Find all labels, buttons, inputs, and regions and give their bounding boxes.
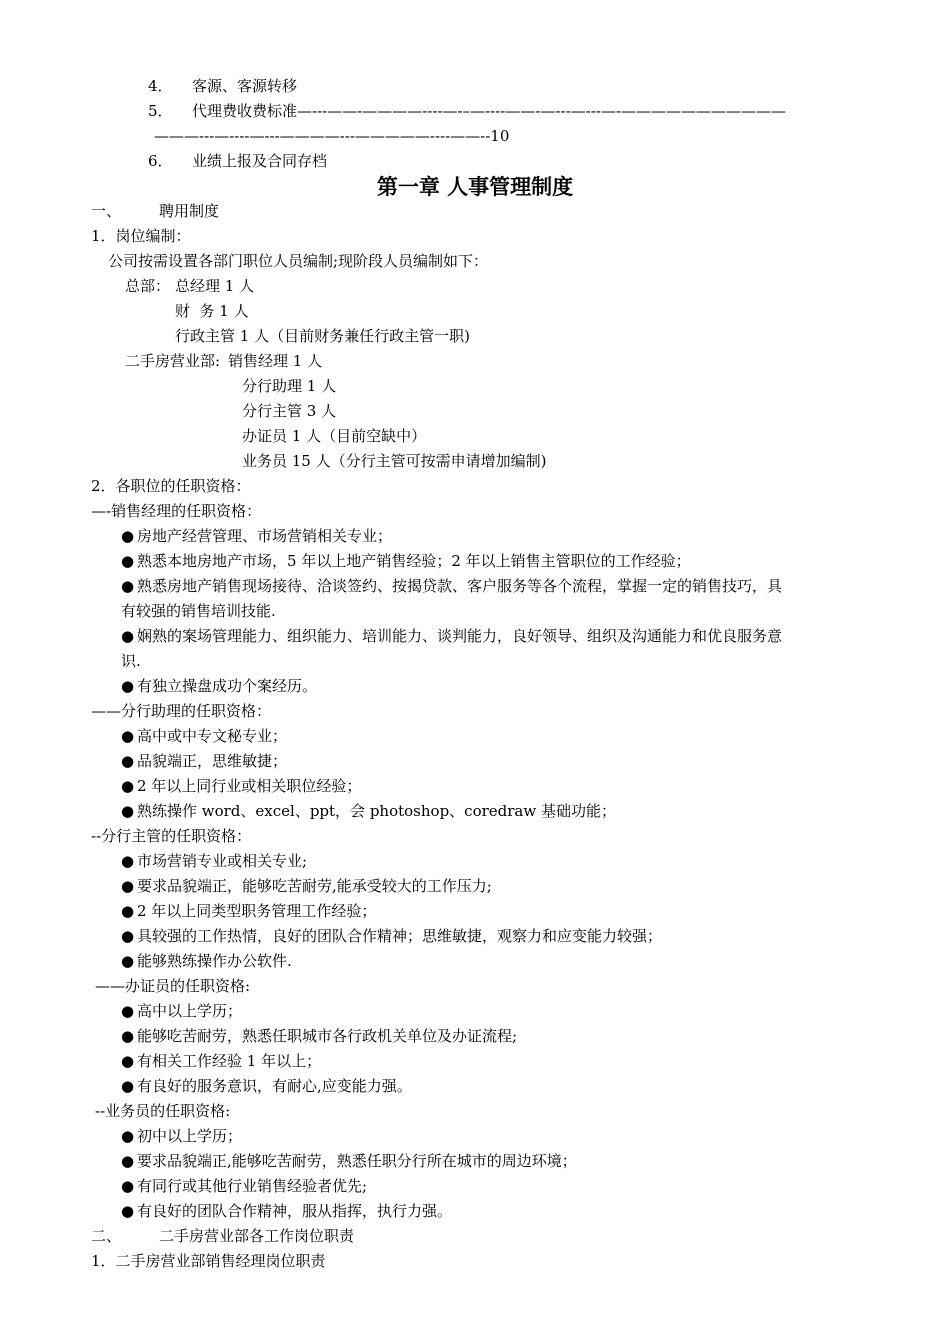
toc-number: 5． <box>148 102 173 120</box>
bullet-item: ● 房地产经营管理、市场营销相关专业； <box>121 527 393 545</box>
bullet-icon: ● <box>121 1002 135 1020</box>
bullet-icon: ● <box>121 527 135 545</box>
section-number: 一、 <box>91 202 122 220</box>
bullet-icon: ● <box>121 927 135 945</box>
section-title: 聘用制度 <box>159 202 220 220</box>
staffing-line: 财 务 1 人 <box>175 302 249 320</box>
toc-text: 业绩上报及合同存档 <box>192 152 328 170</box>
bullet-item: ● 要求品貌端正,能够吃苦耐劳，熟悉任职分行所在城市的周边环境； <box>121 1152 577 1170</box>
role-title: ——分行助理的任职资格： <box>91 702 272 720</box>
toc-item <box>148 150 327 172</box>
bullet-icon: ● <box>121 577 135 595</box>
bullet-icon: ● <box>121 802 135 820</box>
bullet-item: ● 要求品貌端正，能够吃苦耐劳,能承受较大的工作压力; <box>121 877 492 895</box>
bullet-icon: ● <box>121 1127 135 1145</box>
toc-text: 客源、客源转移 <box>192 77 298 95</box>
bullet-item: ● 熟练操作 word、excel、ppt，会 photoshop、coredraw 基础功能； <box>121 802 616 820</box>
bullet-icon: ● <box>121 777 135 795</box>
role-title: —-销售经理的任职资格： <box>91 502 262 520</box>
staffing-line: 分行助理 1 人 <box>242 377 337 395</box>
bullet-item: ● 娴熟的案场管理能力、组织能力、培训能力、谈判能力，良好领导、组织及沟通能力和优良服务意 <box>121 627 783 645</box>
bullet-item: ● 高中以上学历； <box>121 1002 243 1020</box>
paragraph: 公司按需设置各部门职位人员编制;现阶段人员编制如下： <box>108 252 489 270</box>
staffing-line: 总经理 1 人 <box>175 277 255 295</box>
bullet-icon: ● <box>121 727 135 745</box>
bullet-continuation: 识. <box>121 652 141 670</box>
bullet-item: ● 能够吃苦耐劳，熟悉任职城市各行政机关单位及办证流程; <box>121 1027 518 1045</box>
bullet-item: ● 熟悉本地房地产市场，5 年以上地产销售经验；2 年以上销售主管职位的工作经验； <box>121 552 691 570</box>
staffing-line: 办证员 1 人（目前空缺中） <box>242 427 427 445</box>
bullet-icon: ● <box>121 1027 135 1045</box>
bullet-item: ● 2 年以上同行业或相关职位经验； <box>121 777 362 795</box>
staffing-line: 业务员 15 人（分行主管可按需申请增加编制) <box>242 452 547 470</box>
bullet-item: ● 有相关工作经验 1 年以上； <box>121 1052 322 1070</box>
bullet-item: ● 有良好的服务意识，有耐心,应变能力强。 <box>121 1077 412 1095</box>
bullet-item: ● 2 年以上同类型职务管理工作经验； <box>121 902 377 920</box>
item-heading: 1．二手房营业部销售经理岗位职责 <box>91 1252 326 1270</box>
bullet-icon: ● <box>121 1177 135 1195</box>
section-heading <box>91 1225 354 1247</box>
bullet-item: ● 有独立操盘成功个案经历。 <box>121 677 318 695</box>
section-heading <box>91 200 219 222</box>
bullet-icon: ● <box>121 677 135 695</box>
section-number: 二、 <box>91 1227 122 1245</box>
bullet-icon: ● <box>121 552 135 570</box>
bullet-icon: ● <box>121 1077 135 1095</box>
toc-text: 代理费收费标准—---——-————----—-–—----——-—---—---—-——————————— <box>192 102 786 120</box>
bullet-item: ● 能够熟练操作办公软件. <box>121 952 292 970</box>
role-title: ——办证员的任职资格: <box>95 977 251 995</box>
staffing-line: 销售经理 1 人 <box>228 352 323 370</box>
bullet-icon: ● <box>121 952 135 970</box>
item-heading: 1．岗位编制： <box>91 227 191 245</box>
bullet-icon: ● <box>121 752 135 770</box>
section-title: 二手房营业部各工作岗位职责 <box>159 1227 355 1245</box>
bullet-icon: ● <box>121 902 135 920</box>
bullet-continuation: 有较强的销售培训技能. <box>121 602 276 620</box>
toc-text: ———---—----—---————---—————----——--10 <box>154 127 510 145</box>
staffing-line: 分行主管 3 人 <box>242 402 337 420</box>
hq-label: 总部： <box>125 277 171 295</box>
bullet-icon: ● <box>121 627 135 645</box>
staffing-line: 行政主管 1 人（目前财务兼任行政主管一职) <box>175 327 470 345</box>
bullet-icon: ● <box>121 1202 135 1220</box>
role-title: --分行主管的任职资格： <box>91 827 252 845</box>
bullet-item: ● 品貌端正，思维敏捷； <box>121 752 288 770</box>
role-title: --业务员的任职资格: <box>95 1102 231 1120</box>
toc-continuation <box>154 125 509 147</box>
biz-label: 二手房营业部: <box>125 352 221 370</box>
bullet-item: ● 具较强的工作热情，良好的团队合作精神；思维敏捷，观察力和应变能力较强； <box>121 927 663 945</box>
bullet-item: ● 有良好的团队合作精神，服从指挥，执行力强。 <box>121 1202 453 1220</box>
toc-item <box>148 100 868 122</box>
bullet-icon: ● <box>121 1052 135 1070</box>
toc-number: 6． <box>148 152 173 170</box>
toc-item <box>148 75 297 97</box>
bullet-item: ● 熟悉房地产销售现场接待、洽谈签约、按揭贷款、客户服务等各个流程，掌握一定的销售技巧，具 <box>121 577 783 595</box>
bullet-icon: ● <box>121 877 135 895</box>
bullet-item: ● 高中或中专文秘专业； <box>121 727 288 745</box>
item-heading: 2．各职位的任职资格： <box>91 477 251 495</box>
toc-number: 4． <box>148 77 173 95</box>
bullet-item: ● 初中以上学历； <box>121 1127 243 1145</box>
bullet-icon: ● <box>121 852 135 870</box>
bullet-item: ● 市场营销专业或相关专业; <box>121 852 308 870</box>
chapter-title: 第一章 人事管理制度 <box>376 175 574 199</box>
bullet-item: ● 有同行或其他行业销售经验者优先; <box>121 1177 368 1195</box>
bullet-icon: ● <box>121 1152 135 1170</box>
